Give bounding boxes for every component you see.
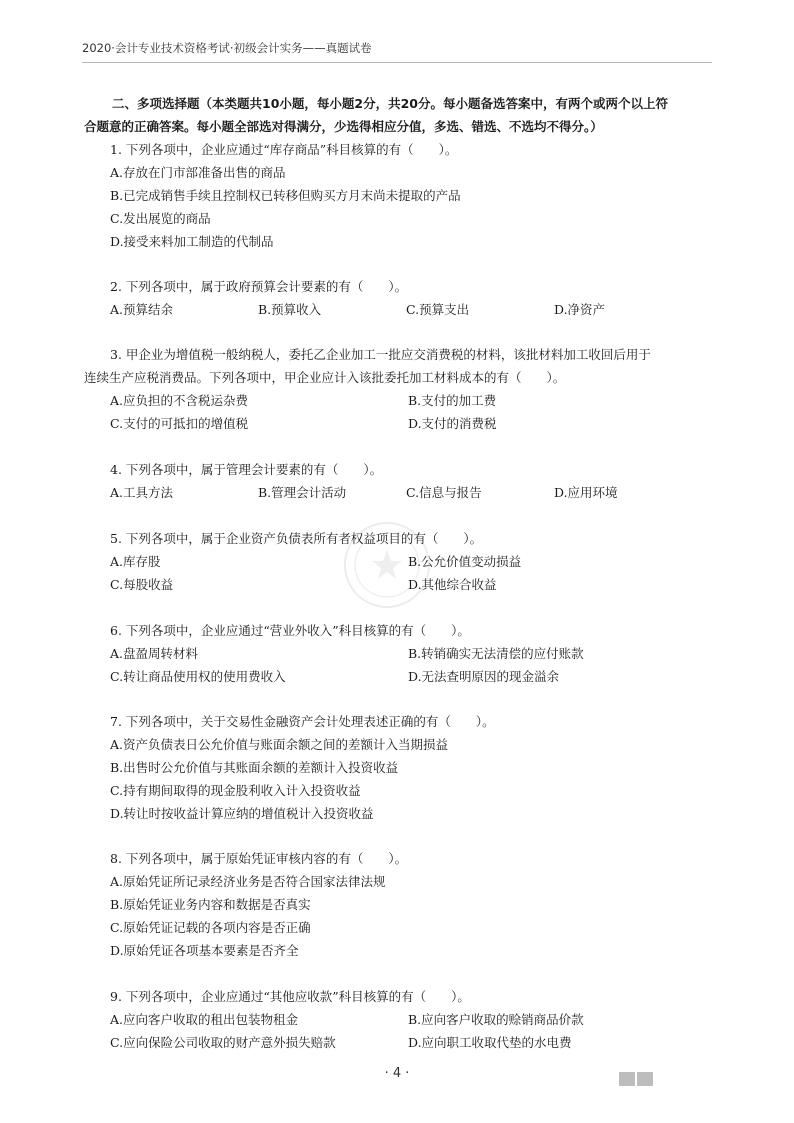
options-row	[84, 412, 724, 435]
question-stem: 1. 下列各项中，企业应通过“库存商品”科目核算的有（ ）。	[110, 142, 458, 157]
page-number: · 4 ·	[384, 1066, 410, 1081]
option-b: B.转销确实无法清偿的应付账款	[408, 646, 584, 661]
option-c: C.持有期间取得的现金股利收入计入投资收益	[110, 783, 361, 798]
option-a: A.原始凭证所记录经济业务是否符合国家法律法规	[110, 874, 386, 889]
option-a: A.应负担的不含税运杂费	[110, 393, 249, 408]
question-stem: 9. 下列各项中，企业应通过“其他应收款”科目核算的有（ ）。	[110, 989, 470, 1004]
option-b: B.应向客户收取的赊销商品价款	[408, 1012, 584, 1027]
question-9	[84, 985, 724, 1054]
question-stem: 5. 下列各项中，属于企业资产负债表所有者权益项目的有（ ）。	[110, 531, 483, 546]
corner-marker	[619, 1072, 653, 1086]
option-d: D.其他综合收益	[408, 577, 497, 592]
options-row	[84, 298, 724, 321]
option-c: C.信息与报告	[406, 485, 482, 500]
section-intro	[84, 92, 720, 138]
question-2	[84, 275, 724, 321]
header-divider	[82, 62, 712, 63]
option-b: B.支付的加工费	[408, 393, 497, 408]
option-d: D.原始凭证各项基本要素是否齐全	[110, 943, 299, 958]
question-stem-continued: 连续生产应税消费品。下列各项中，甲企业应计入该批委托加工材料成本的有（ ）。	[84, 370, 566, 385]
option-d: D.应用环境	[554, 485, 618, 500]
option-b: B.公允价值变动损益	[408, 554, 522, 569]
option-c: C.发出展览的商品	[110, 211, 211, 226]
marker-block	[619, 1072, 635, 1086]
question-stem: 2. 下列各项中，属于政府预算会计要素的有（ ）。	[110, 279, 408, 294]
options-row	[84, 481, 724, 504]
option-d: D.无法查明原因的现金溢余	[408, 669, 560, 684]
option-c: C.原始凭证记载的各项内容是否正确	[110, 920, 311, 935]
question-stem: 4. 下列各项中，属于管理会计要素的有（ ）。	[110, 462, 383, 477]
option-a: A.盘盈周转材料	[110, 646, 199, 661]
option-d: D.转让时按收益计算应纳的增值税计入投资收益	[110, 806, 374, 821]
option-c: C.支付的可抵扣的增值税	[110, 416, 249, 431]
option-a: A.存放在门市部准备出售的商品	[110, 165, 286, 180]
options-row	[84, 389, 724, 412]
options-row	[84, 1031, 724, 1054]
option-d: D.净资产	[554, 302, 606, 317]
section-intro-line-1: 二、多项选择题（本类题共10小题，每小题2分，共20分。每小题备选答案中，有两个或两个以上符	[112, 96, 668, 111]
option-d: D.接受来料加工制造的代制品	[110, 234, 274, 249]
option-b: B.预算收入	[258, 302, 322, 317]
option-a: A.工具方法	[110, 485, 174, 500]
options-row	[84, 665, 724, 688]
page-header: 2020·会计专业技术资格考试·初级会计实务——真题试卷	[82, 41, 372, 55]
option-c: C.预算支出	[406, 302, 470, 317]
option-d: D.应向职工收取代垫的水电费	[408, 1035, 572, 1050]
marker-block	[637, 1072, 653, 1086]
options-row	[84, 642, 724, 665]
option-b: B.管理会计活动	[258, 485, 347, 500]
question-stem: 3. 甲企业为增值税一般纳税人，委托乙企业加工一批应交消费税的材料，该批材料加工收回后用于	[110, 347, 651, 362]
option-a: A.应向客户收取的租出包装物租金	[110, 1012, 299, 1027]
question-8	[84, 847, 724, 962]
question-6	[84, 619, 724, 688]
question-7	[84, 710, 724, 825]
option-d: D.支付的消费税	[408, 416, 497, 431]
section-intro-line-2: 合题意的正确答案。每小题全部选对得满分，少选得相应分值，多选、错选、不选均不得分。）	[84, 119, 603, 134]
question-4	[84, 458, 724, 504]
option-a: A.资产负债表日公允价值与账面余额之间的差额计入当期损益	[110, 737, 449, 752]
question-3	[84, 343, 724, 435]
option-c: C.应向保险公司收取的财产意外损失赔款	[110, 1035, 336, 1050]
options-row	[84, 1008, 724, 1031]
option-b: B.已完成销售手续且控制权已转移但购买方月末尚未提取的产品	[110, 188, 461, 203]
question-stem: 6. 下列各项中，企业应通过“营业外收入”科目核算的有（ ）。	[110, 623, 470, 638]
watermark-seal-icon	[342, 520, 432, 610]
option-c: C.每股收益	[110, 577, 174, 592]
question-1	[84, 138, 724, 253]
option-a: A.库存股	[110, 554, 161, 569]
option-b: B.原始凭证业务内容和数据是否真实	[110, 897, 311, 912]
option-a: A.预算结余	[110, 302, 174, 317]
question-stem: 7. 下列各项中，关于交易性金融资产会计处理表述正确的有（ ）。	[110, 714, 495, 729]
question-stem: 8. 下列各项中，属于原始凭证审核内容的有（ ）。	[110, 851, 408, 866]
option-c: C.转让商品使用权的使用费收入	[110, 669, 286, 684]
option-b: B.出售时公允价值与其账面余额的差额计入投资收益	[110, 760, 399, 775]
